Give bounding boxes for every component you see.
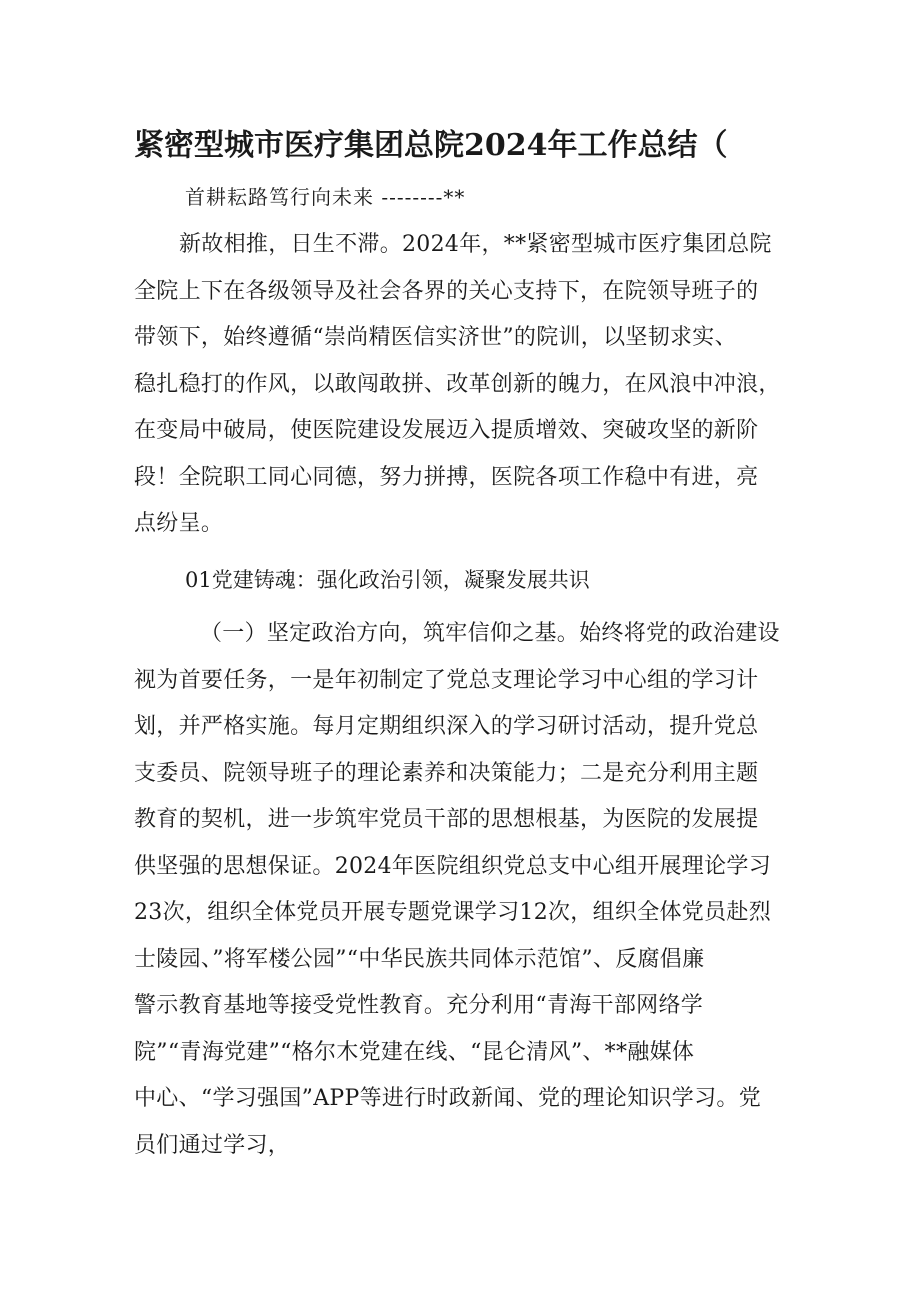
paragraph-line: 员们通过学习， [134, 1132, 291, 1158]
intro-paragraph [134, 222, 781, 548]
paragraph-line: 中心、“学习强国”APP等进行时政新闻、党的理论知识学习。党 [134, 1086, 761, 1111]
paragraph-line: 在变局中破局，使医院建设发展迈入提质增效、突破攻坚的新阶 [134, 418, 759, 443]
paragraph-line: 院”“青海党建”“格尔木党建在线、“昆仑清风”、**融媒体 [134, 1039, 695, 1065]
document-title: 紧密型城市医疗集团总院2024年工作总结（ [134, 128, 728, 163]
paragraph-line: 稳扎稳打的作风，以敢闯敢拼、改革创新的魄力，在风浪中冲浪， [134, 371, 781, 397]
section-paragraph [134, 611, 780, 1169]
paragraph-line: 供坚强的思想保证。2024年医院组织党总支中心组开展理论学习 [134, 853, 771, 879]
paragraph-line: 点纷呈。 [134, 511, 224, 536]
document-subtitle: 首耕耘路笃行向未来 --------** [185, 185, 466, 209]
paragraph-line: 段！全院职工同心同德，努力拼搏，医院各项工作稳中有进，亮 [134, 464, 759, 490]
paragraph-line: 带领下，始终遵循“崇尚精医信实济世”的院训，以坚韧求实、 [134, 325, 737, 350]
paragraph-line: 教育的契机，进一步筑牢党员干部的思想根基，为医院的发展提 [134, 807, 759, 832]
paragraph-line: 23次，组织全体党员开展专题党课学习12次，组织全体党员赴烈 [134, 900, 771, 925]
paragraph-line: 划，并严格实施。每月定期组织深入的学习研讨活动，提升党总 [134, 714, 759, 739]
paragraph-line: 视为首要任务，一是年初制定了党总支理论学习中心组的学习计 [134, 667, 759, 693]
paragraph-line: （一）坚定政治方向，筑牢信仰之基。始终将党的政治建设 [200, 621, 780, 646]
paragraph-line: 支委员、院领导班子的理论素养和决策能力；二是充分利用主题 [134, 760, 759, 786]
paragraph-line: 士陵园、”将军楼公园”“中华民族共同体示范馆”、反腐倡廉 [134, 946, 705, 972]
paragraph-line: 警示教育基地等接受党性教育。充分利用“青海干部网络学 [134, 993, 704, 1018]
paragraph-line: 新故相推，日生不滞。2024年，**紧密型城市医疗集团总院 [179, 232, 772, 257]
paragraph-line: 全院上下在各级领导及社会各界的关心支持下，在院领导班子的 [134, 278, 759, 304]
section-heading: 01党建铸魂：强化政治引领，凝聚发展共识 [185, 568, 590, 592]
